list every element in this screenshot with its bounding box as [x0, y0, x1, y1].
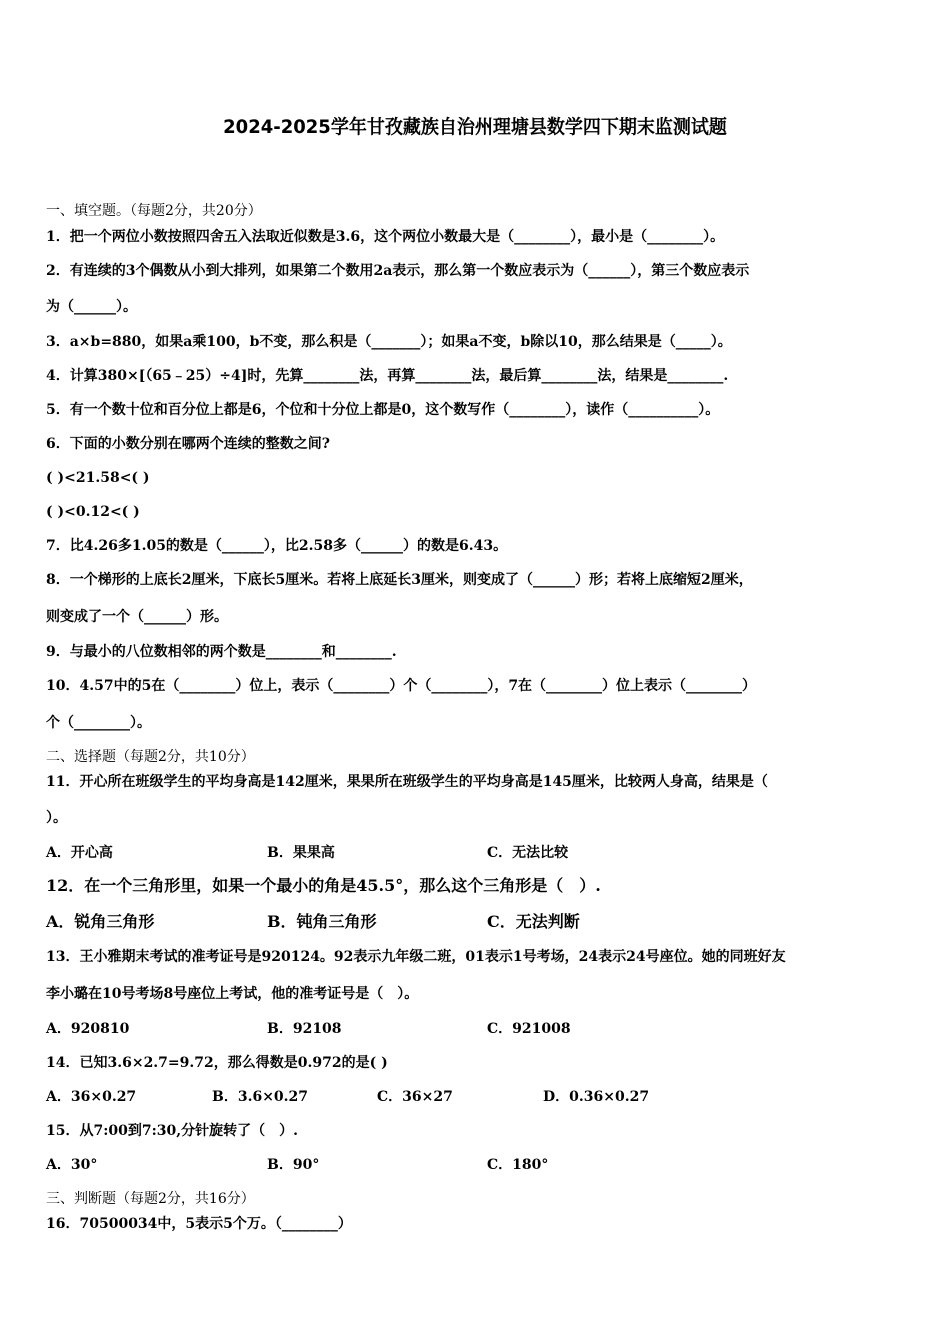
- question-14-option-b: B．3.6×0.27: [212, 1089, 309, 1105]
- question-11-option-a: A．开心高: [46, 845, 113, 861]
- question-8-line-1: 8．一个梯形的上底长2厘米，下底长5厘米。若将上底延长3厘米，则变成了（______）形；若将上底缩短2厘米，: [46, 572, 753, 588]
- question-14-option-c: C．36×27: [377, 1089, 453, 1105]
- question-6: 6．下面的小数分别在哪两个连续的整数之间?: [46, 436, 330, 452]
- question-3: 3．a×b=880，如果a乘100，b不变，那么积是（_______）；如果a不变，b除以10，那么结果是（_____）。: [46, 334, 732, 350]
- section-heading-judgement: 三、判断题（每题2分，共16分）: [46, 1191, 255, 1207]
- question-14-option-a: A．36×0.27: [46, 1089, 137, 1105]
- question-11-option-b: B．果果高: [267, 845, 335, 861]
- question-4: 4．计算380×[（65﹣25）÷4]时，先算________法，再算________法，最后算________法，结果是________.: [46, 368, 729, 384]
- question-9: 9．与最小的八位数相邻的两个数是________和________.: [46, 644, 397, 660]
- question-2-line-2: 为（______）。: [46, 299, 137, 315]
- question-12-option-b: B．钝角三角形: [267, 912, 377, 931]
- question-15-option-c: C．180°: [487, 1157, 549, 1173]
- question-5: 5．有一个数十位和百分位上都是6，个位和十分位上都是0，这个数写作（________），读作（__________）。: [46, 402, 720, 418]
- question-15: 15．从7:00到7:30,分针旋转了（ ）.: [46, 1123, 299, 1139]
- question-11-line-2: ）。: [46, 810, 67, 826]
- question-16: 16．70500034中，5表示5个万。（________）: [46, 1216, 352, 1232]
- question-6-item-a: ( )<21.58<( ): [46, 470, 150, 486]
- question-2-line-1: 2．有连续的3个偶数从小到大排列，如果第二个数用2a表示，那么第一个数应表示为（______），第三个数应表示: [46, 263, 750, 279]
- question-1: 1．把一个两位小数按照四舍五入法取近似数是3.6，这个两位小数最大是（________），最小是（________）。: [46, 229, 725, 245]
- question-12-option-a: A．锐角三角形: [46, 912, 155, 931]
- question-13-option-b: B．92108: [267, 1021, 342, 1037]
- question-15-option-b: B．90°: [267, 1157, 320, 1173]
- question-11-line-1: 11．开心所在班级学生的平均身高是142厘米，果果所在班级学生的平均身高是145厘米，比较两人身高，结果是（: [46, 774, 768, 790]
- question-10-line-1: 10．4.57中的5在（________）位上，表示（________）个（________），7在（________）位上表示（________）: [46, 678, 757, 694]
- question-14-option-d: D．0.36×0.27: [543, 1089, 650, 1105]
- question-12: 12．在一个三角形里，如果一个最小的角是45.5°，那么这个三角形是（ ）.: [46, 876, 601, 895]
- section-heading-fill-blank: 一、填空题。（每题2分，共20分）: [46, 203, 262, 219]
- section-heading-choice: 二、选择题（每题2分，共10分）: [46, 749, 255, 765]
- question-15-option-a: A．30°: [46, 1157, 98, 1173]
- question-13-option-c: C．921008: [487, 1021, 571, 1037]
- question-12-option-c: C．无法判断: [487, 912, 580, 931]
- question-11-option-c: C．无法比较: [487, 845, 569, 861]
- question-14: 14．已知3.6×2.7=9.72，那么得数是0.972的是( ): [46, 1055, 388, 1071]
- page-title: 2024-2025学年甘孜藏族自治州理塘县数学四下期末监测试题: [223, 116, 727, 138]
- question-8-line-2: 则变成了一个（______）形。: [46, 609, 228, 625]
- question-13-line-1: 13．王小雅期末考试的准考证号是920124。92表示九年级二班，01表示1号考场，24表示24号座位。她的同班好友: [46, 949, 786, 965]
- question-10-line-2: 个（________）。: [46, 715, 151, 731]
- question-13-option-a: A．920810: [46, 1021, 130, 1037]
- question-13-line-2: 李小璐在10号考场8号座位上考试，他的准考证号是（ ）。: [46, 986, 419, 1002]
- question-6-item-b: ( )<0.12<( ): [46, 504, 140, 520]
- question-7: 7．比4.26多1.05的数是（______），比2.58多（______）的数是6.43。: [46, 538, 508, 554]
